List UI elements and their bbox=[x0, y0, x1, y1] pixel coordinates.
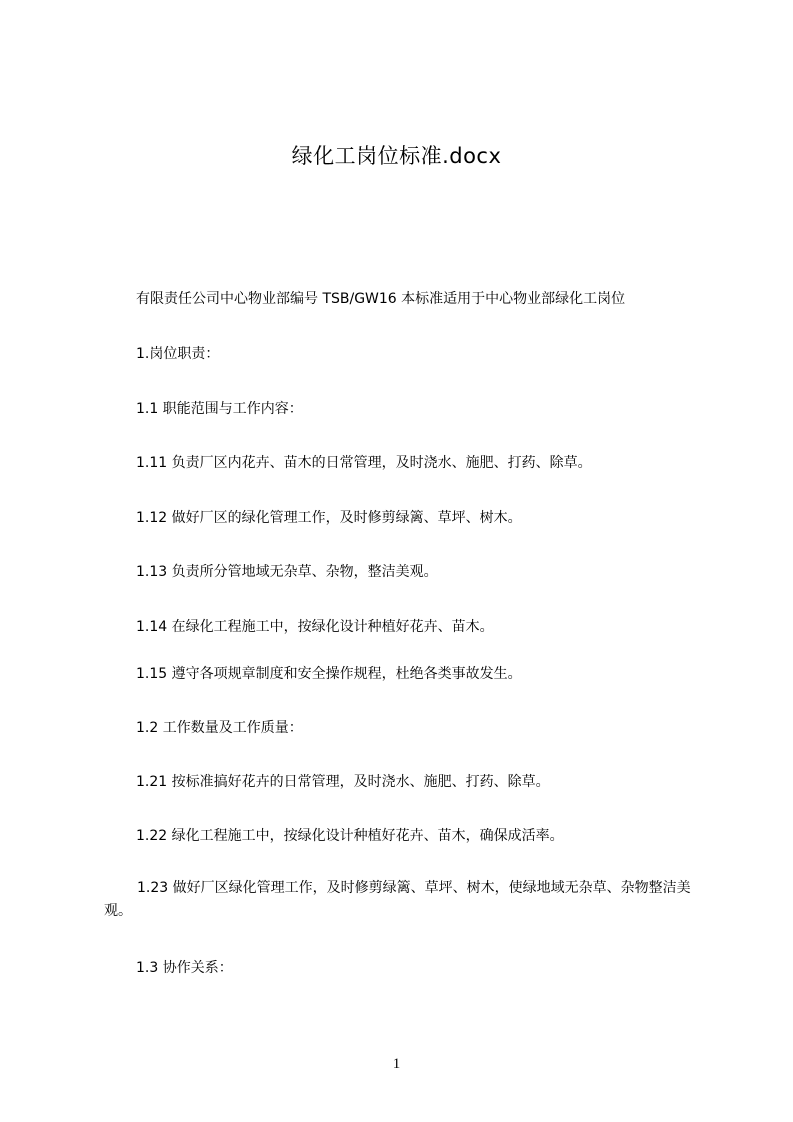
paragraph-item-1-14: 1.14 在绿化工程施工中，按绿化设计种植好花卉、苗木。 bbox=[136, 619, 494, 635]
paragraph-item-1-15: 1.15 遵守各项规章制度和安全操作规程，杜绝各类事故发生。 bbox=[136, 666, 522, 682]
paragraph-section-1-2: 1.2 工作数量及工作质量： bbox=[136, 720, 303, 736]
paragraph-scope: 有限责任公司中心物业部编号 TSB/GW16 本标准适用于中心物业部绿化工岗位 bbox=[136, 291, 626, 307]
paragraph-item-1-23: 1.23 做好厂区绿化管理工作，及时修剪绿篱、草坪、树木，使绿地域无杂草、杂物整洁美观。 bbox=[104, 880, 691, 919]
paragraph-item-1-11: 1.11 负责厂区内花卉、苗木的日常管理，及时浇水、施肥、打药、除草。 bbox=[136, 455, 592, 471]
paragraph-section-1-1: 1.1 职能范围与工作内容： bbox=[136, 401, 303, 417]
document-title: 绿化工岗位标准.docx bbox=[291, 144, 502, 168]
paragraph-section-1-3: 1.3 协作关系： bbox=[136, 960, 233, 976]
paragraph-item-1-21: 1.21 按标准搞好花卉的日常管理，及时浇水、施肥、打药、除草。 bbox=[136, 774, 550, 790]
paragraph-item-1-12: 1.12 做好厂区的绿化管理工作，及时修剪绿篱、草坪、树木。 bbox=[136, 510, 522, 526]
paragraph-item-1-22: 1.22 绿化工程施工中，按绿化设计种植好花卉、苗木，确保成活率。 bbox=[136, 828, 564, 844]
page-number: 1 bbox=[392, 1056, 401, 1072]
paragraph-section-1: 1.岗位职责： bbox=[136, 346, 220, 362]
paragraph-item-1-13: 1.13 负责所分管地域无杂草、杂物，整洁美观。 bbox=[136, 564, 438, 580]
